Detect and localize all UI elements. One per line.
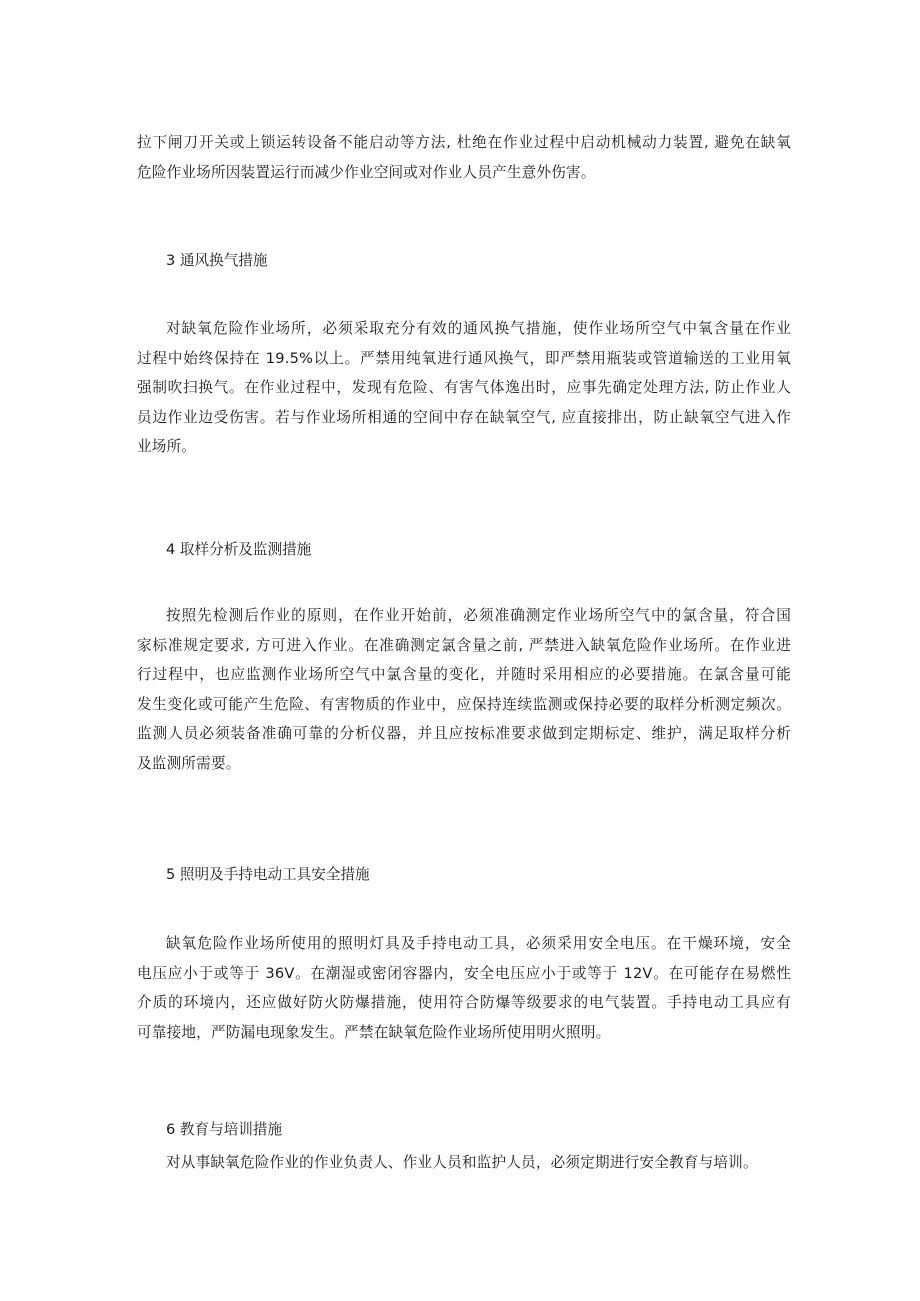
paragraph-lighting-tools [137, 929, 791, 1047]
text-line: 电压应小于或等于 36V。在潮湿或密闭容器内，安全电压应小于或等于 12V。在可能存在易燃性 [137, 964, 791, 982]
text-line: 对从事缺氧危险作业的作业负责人、作业人员和监护人员，必须定期进行安全教育与培训。 [166, 1154, 758, 1171]
paragraph-sampling [137, 601, 791, 779]
section-heading-lighting-tools: 5 照明及手持电动工具安全措施 [166, 866, 370, 883]
section-heading-training: 6 教育与培训措施 [166, 1121, 283, 1138]
text-line: 过程中始终保持在 19.5%以上。严禁用纯氧进行通风换气，即严禁用瓶装或管道输送的工业用氧 [137, 349, 791, 367]
text-line: 员边作业边受伤害。若与作业场所相通的空间中存在缺氧空气, 应直接排出，防止缺氧空气进入作 [137, 408, 791, 426]
text-line: 家标准规定要求, 方可进入作业。在准确测定氯含量之前, 严禁进入缺氧危险作业场所。在作业进 [137, 636, 791, 654]
text-line: 强制吹扫换气。在作业过程中，发现有危险、有害气体逸出时，应事先确定处理方法, 防止作业人 [137, 379, 791, 397]
section-heading-ventilation: 3 通风换气措施 [166, 252, 268, 269]
text-line: 发生变化或可能产生危险、有害物质的作业中，应保持连续监测或保持必要的取样分析测定频次。 [137, 695, 791, 713]
section-heading-sampling: 4 取样分析及监测措施 [166, 541, 312, 558]
text-line: 介质的环境内，还应做好防火防爆措施，使用符合防爆等级要求的电气装置。手持电动工具应有 [137, 994, 791, 1012]
text-line: 对缺氧危险作业场所，必须采取充分有效的通风换气措施，使作业场所空气中氧含量在作业 [166, 320, 791, 337]
paragraph-ventilation [137, 314, 791, 462]
text-line: 可靠接地，严防漏电现象发生。严禁在缺氧危险作业场所使用明火照明。 [137, 1023, 611, 1041]
paragraph-continuation [137, 128, 791, 187]
text-line: 行过程中，也应监测作业场所空气中氯含量的变化，并随时采用相应的必要措施。在氯含量可能 [137, 666, 791, 684]
text-line: 监测人员必须装备准确可靠的分析仪器，并且应按标准要求做到定期标定、维护，满足取样分析 [137, 725, 791, 743]
text-line: 缺氧危险作业场所使用的照明灯具及手持电动工具，必须采用安全电压。在干燥环境，安全 [166, 935, 791, 952]
text-line: 及监测所需要。 [137, 754, 241, 772]
text-line: 业场所。 [137, 438, 197, 456]
text-line: 危险作业场所因装置运行而减少作业空间或对作业人员产生意外伤害。 [137, 163, 596, 181]
text-line: 按照先检测后作业的原则，在作业开始前，必须准确测定作业场所空气中的氯含量，符合国 [166, 607, 791, 624]
paragraph-training [137, 1148, 791, 1178]
text-line: 拉下闸刀开关或上锁运转设备不能启动等方法, 杜绝在作业过程中启动机械动力装置, 避免在缺氧 [137, 134, 791, 151]
